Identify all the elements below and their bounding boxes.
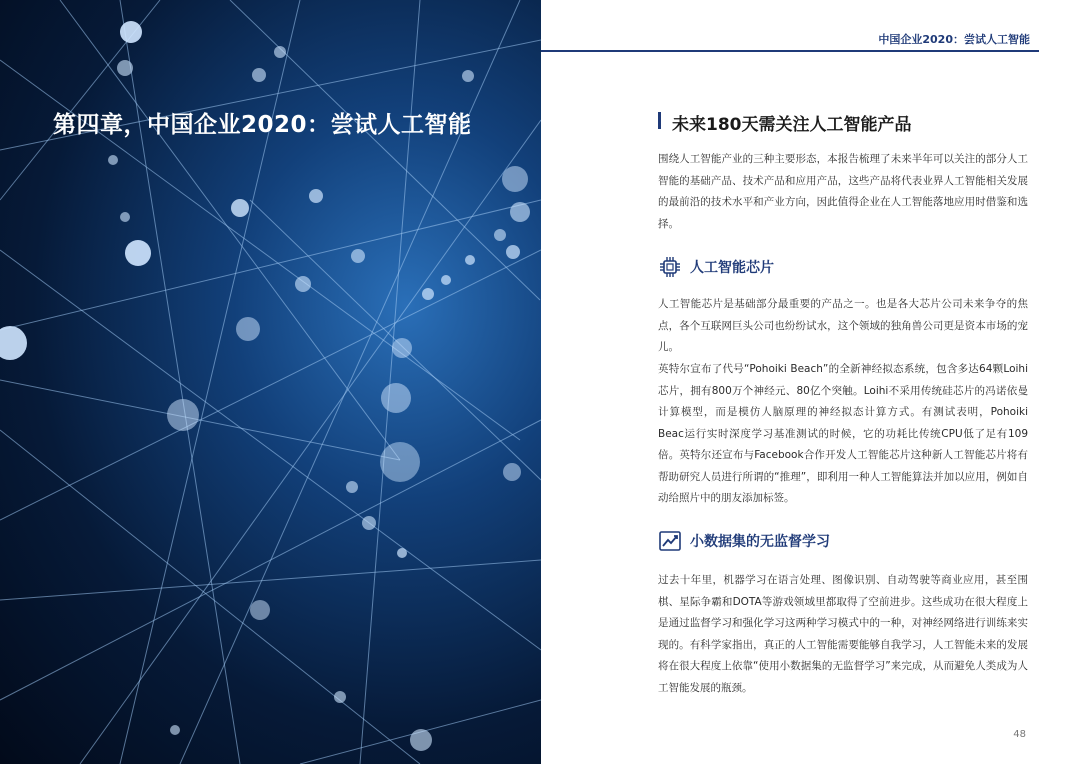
- paragraph: 人工智能芯片是基础部分最重要的产品之一。也是各大芯片公司未来争夺的焦点，各个互联网巨头公司也纷纷试水，这个领域的独角兽公司更是资本市场的宠儿。: [658, 298, 1028, 353]
- heading-accent-bar: [658, 112, 661, 129]
- chapter-title: 第四章，中国企业2020：尝试人工智能: [53, 112, 472, 138]
- paragraph: 过去十年里，机器学习在语言处理、图像识别、自动驾驶等商业应用，甚至围棋、星际争霸和DOTA等游戏领域里都取得了空前进步。这些成功在很大程度上是通过监督学习和强化学习这两种学习模式中的一种，对神经网络进行训练来实现的。有科学家指出，真正的人工智能需要能够自我学习，人工智能未来的发展将在很大程度上依靠“使用小数据集的无监督学习”来完成，从而避免人类成为人工智能发展的瓶颈。: [658, 574, 1028, 694]
- section-heading-unsupervised-learning: [658, 528, 830, 554]
- section-title: 人工智能芯片: [690, 260, 774, 276]
- header-rule: [541, 50, 1039, 52]
- page-number: 48: [1013, 729, 1026, 740]
- chip-icon: [658, 255, 682, 279]
- intro-paragraph: 围绕人工智能产业的三种主要形态，本报告梳理了未来半年可以关注的部分人工智能的基础产品、技术产品和应用产品，这些产品将代表业界人工智能相关发展的最前沿的技术水平和产业方向，因此值得企业在人工智能落地应用时借鉴和选择。: [658, 153, 1028, 230]
- section-heading-ai-chip: [658, 254, 774, 280]
- section-main-heading: 未来180天需关注人工智能产品: [672, 115, 912, 135]
- paragraph: 英特尔宣布了代号“Pohoiki Beach”的全新神经拟态系统，包含多达64颗Loihi芯片，拥有800万个神经元、80亿个突触。Loihi不采用传统硅芯片的冯诺依曼计算模型，而是模仿人脑原理的神经拟态计算方式。有测试表明，Pohoiki Beac运行实时深度学习基准测试的时候，它的功耗比传统CPU低了足有109倍。英特尔还宣布与Facebook合作开发人工智能芯片这种新人工智能芯片将有帮助研究人员进行所谓的“推理”，即利用一种人工智能算法并加以应用，例如自动给照片中的朋友添加标签。: [658, 363, 1028, 504]
- text-page: [541, 0, 1080, 764]
- section-title: 小数据集的无监督学习: [690, 534, 830, 550]
- chart-trend-icon: [658, 529, 682, 553]
- running-head: 中国企业2020：尝试人工智能: [878, 33, 1030, 46]
